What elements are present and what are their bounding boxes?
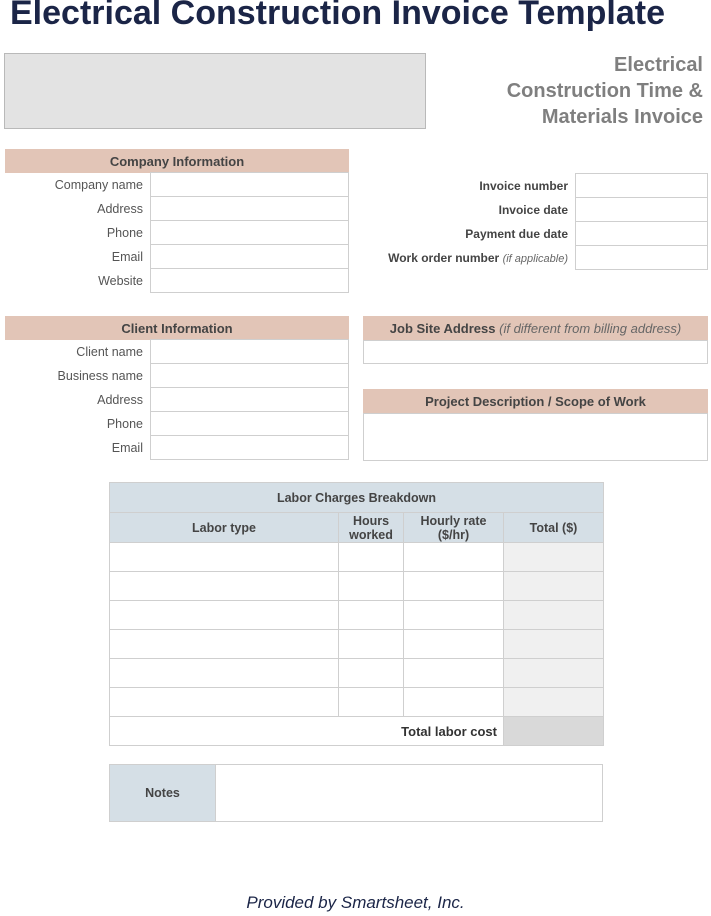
client-info-header: Client Information (5, 316, 349, 340)
col-labor-type: Labor type (110, 513, 339, 543)
table-row (110, 572, 604, 601)
form-row (4, 436, 349, 460)
hours-cell[interactable] (339, 688, 404, 717)
rate-cell[interactable] (404, 688, 504, 717)
business-name-label: Business name (57, 369, 143, 383)
total-labor-cost-value (504, 717, 604, 746)
job-site-header-text: Job Site Address (389, 320, 496, 336)
client-address-label: Address (97, 393, 143, 407)
form-row (4, 364, 349, 388)
form-row (4, 221, 349, 245)
total-cell (504, 659, 604, 688)
form-row (4, 173, 349, 197)
labor-table-title: Labor Charges Breakdown (110, 483, 604, 513)
payment-due-date-field[interactable] (575, 221, 708, 246)
hours-cell[interactable] (339, 572, 404, 601)
total-labor-cost-label: Total labor cost (110, 717, 504, 746)
labor-type-cell[interactable] (110, 543, 339, 572)
table-row (110, 630, 604, 659)
form-row (4, 412, 349, 436)
labor-table (109, 482, 604, 746)
form-row (4, 340, 349, 364)
client-email-label: Email (111, 441, 143, 455)
work-order-number-field[interactable] (575, 245, 708, 270)
company-info-section (4, 149, 349, 293)
job-site-section (363, 316, 708, 364)
form-row (4, 197, 349, 221)
business-name-field[interactable] (150, 363, 349, 388)
company-phone-label: Phone (106, 226, 143, 240)
subtitle-line: Electrical (614, 54, 703, 76)
total-cell (504, 572, 604, 601)
rate-cell[interactable] (404, 630, 504, 659)
total-cell (504, 688, 604, 717)
rate-cell[interactable] (404, 601, 504, 630)
invoice-number-label: Invoice number (479, 179, 568, 193)
project-section (363, 389, 708, 461)
rate-cell[interactable] (404, 572, 504, 601)
hours-cell[interactable] (339, 601, 404, 630)
rate-cell[interactable] (404, 659, 504, 688)
labor-type-cell[interactable] (110, 572, 339, 601)
col-hourly-rate: Hourly rate ($/hr) (404, 513, 504, 543)
total-cell (504, 630, 604, 659)
hours-cell[interactable] (339, 543, 404, 572)
table-row (110, 659, 604, 688)
company-address-label: Address (97, 202, 143, 216)
company-name-field[interactable] (150, 172, 349, 197)
client-name-field[interactable] (150, 339, 349, 364)
job-site-note: (if different from billing address) (499, 320, 682, 336)
hours-cell[interactable] (339, 630, 404, 659)
form-row (363, 222, 708, 246)
invoice-subtitle (443, 52, 703, 130)
logo-placeholder[interactable] (4, 53, 426, 129)
table-row (110, 688, 604, 717)
company-email-label: Email (111, 250, 143, 264)
client-phone-field[interactable] (150, 411, 349, 436)
client-email-field[interactable] (150, 435, 349, 460)
form-row (4, 245, 349, 269)
hours-cell[interactable] (339, 659, 404, 688)
form-row (363, 198, 708, 222)
subtitle-line: Construction Time & (506, 80, 703, 102)
invoice-date-label: Invoice date (498, 203, 568, 217)
labor-type-cell[interactable] (110, 601, 339, 630)
company-name-label: Company name (54, 178, 143, 192)
work-order-number-label (363, 246, 575, 270)
form-row (4, 388, 349, 412)
invoice-details-section (363, 174, 708, 270)
invoice-number-field[interactable] (575, 173, 708, 198)
col-total: Total ($) (504, 513, 604, 543)
notes-section (109, 764, 603, 822)
table-row (110, 543, 604, 572)
client-info-section (4, 316, 349, 460)
job-site-field[interactable] (363, 340, 708, 364)
subtitle-line: Materials Invoice (541, 106, 703, 128)
total-cell (504, 601, 604, 630)
client-name-label: Client name (76, 345, 143, 359)
total-cell (504, 543, 604, 572)
payment-due-date-label: Payment due date (465, 227, 568, 241)
table-row (110, 601, 604, 630)
company-info-header: Company Information (5, 149, 349, 173)
work-order-label-text: Work order number (388, 251, 500, 265)
work-order-note: (if applicable) (502, 253, 568, 265)
company-address-field[interactable] (150, 196, 349, 221)
labor-type-cell[interactable] (110, 659, 339, 688)
company-website-label: Website (98, 274, 143, 288)
company-email-field[interactable] (150, 244, 349, 269)
company-phone-field[interactable] (150, 220, 349, 245)
invoice-date-field[interactable] (575, 197, 708, 222)
form-row (363, 174, 708, 198)
client-phone-label: Phone (106, 417, 143, 431)
col-hours-worked: Hours worked (339, 513, 404, 543)
labor-type-cell[interactable] (110, 630, 339, 659)
notes-field[interactable] (216, 765, 602, 821)
rate-cell[interactable] (404, 543, 504, 572)
footer-credit: Provided by Smartsheet, Inc. (246, 893, 465, 912)
project-description-field[interactable] (363, 413, 708, 461)
notes-label: Notes (110, 765, 216, 821)
job-site-header (363, 316, 708, 340)
company-website-field[interactable] (150, 268, 349, 293)
labor-type-cell[interactable] (110, 688, 339, 717)
project-header: Project Description / Scope of Work (363, 389, 708, 413)
labor-section (109, 482, 604, 746)
form-row (363, 246, 708, 270)
client-address-field[interactable] (150, 387, 349, 412)
page-title: Electrical Construction Invoice Template (10, 0, 665, 32)
form-row (4, 269, 349, 293)
